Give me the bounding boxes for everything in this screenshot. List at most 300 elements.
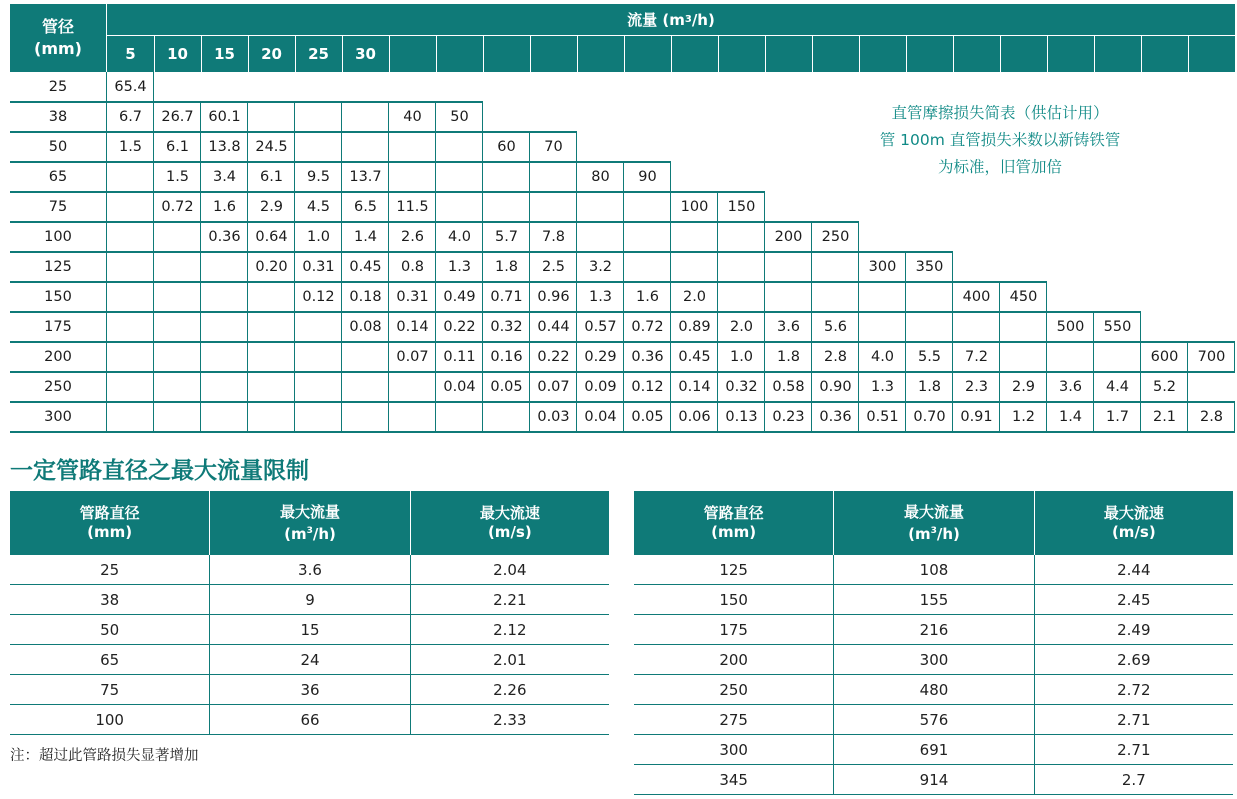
max-velocity-cell: 2.44: [1034, 555, 1233, 585]
header-unit: (m/s): [487, 523, 532, 541]
value-cell: 0.05: [490, 379, 523, 395]
flow-column-label: 15: [214, 44, 235, 63]
col-line: [153, 312, 154, 342]
table-row: [10, 645, 609, 675]
flow-header: [107, 4, 1235, 35]
col-line: [952, 312, 953, 342]
value-cell: 3.4: [212, 169, 237, 185]
value-cell: 3.2: [588, 259, 613, 275]
diameter-cell: 150: [634, 585, 834, 615]
header-vline: [389, 35, 390, 72]
col-line: [153, 402, 154, 432]
value-cell: 0.03: [537, 409, 570, 425]
value-cell: 13.7: [349, 169, 382, 185]
value-cell: 1.6: [635, 289, 660, 305]
value-cell: 2.1: [1152, 409, 1177, 425]
value-cell: 600: [1150, 349, 1179, 365]
value-cell: 2.0: [729, 319, 754, 335]
value-cell: 0.09: [584, 379, 617, 395]
max-velocity-cell: 2.49: [1034, 615, 1233, 645]
max-velocity-cell: 2.21: [410, 585, 609, 615]
value-cell: 6.5: [353, 199, 378, 215]
diameter-cell: 75: [10, 675, 210, 705]
diameter-cell: 200: [44, 349, 72, 365]
max-flow-cell: 216: [834, 615, 1034, 645]
max-flow-table-right: [634, 491, 1233, 795]
value-cell: 1.5: [165, 169, 190, 185]
header-unit: (mm): [87, 523, 133, 541]
col-line: [811, 252, 812, 282]
value-cell: 0.07: [396, 349, 429, 365]
diameter-cell: 250: [44, 379, 72, 395]
value-cell: 0.22: [443, 319, 476, 335]
col-line: [858, 282, 859, 312]
header-vline: [1141, 35, 1142, 72]
value-cell: 550: [1103, 319, 1132, 335]
value-cell: 3.6: [1058, 379, 1083, 395]
unit-prefix: (m: [284, 524, 307, 543]
col-line: [294, 342, 295, 372]
table-row: [10, 555, 609, 585]
value-cell: 1.3: [870, 379, 895, 395]
max-velocity-cell: 2.45: [1034, 585, 1233, 615]
value-cell: 2.6: [400, 229, 425, 245]
value-cell: 0.20: [255, 259, 288, 275]
table-row: [10, 705, 609, 735]
value-cell: 0.05: [631, 409, 664, 425]
col-line: [106, 252, 107, 282]
header-unit: (m/s): [1111, 523, 1156, 541]
col-line: [153, 222, 154, 252]
value-cell: 0.89: [678, 319, 711, 335]
value-cell: 1.4: [353, 229, 378, 245]
col-line: [247, 402, 248, 432]
header-unit: [210, 522, 409, 544]
header-vline: [436, 35, 437, 72]
max-flow-cell: 480: [834, 675, 1034, 705]
col-line: [388, 402, 389, 432]
value-cell: 0.44: [537, 319, 570, 335]
header-unit: [834, 522, 1033, 544]
value-cell: 0.23: [772, 409, 805, 425]
max-velocity-cell: 2.26: [410, 675, 609, 705]
value-cell: 1.0: [306, 229, 331, 245]
max-flow-cell: 155: [834, 585, 1034, 615]
value-cell: 1.0: [729, 349, 754, 365]
value-cell: 1.3: [447, 259, 472, 275]
value-cell: 2.9: [259, 199, 284, 215]
unit-sup: 3: [306, 525, 313, 536]
col-line: [200, 372, 201, 402]
header-vline: [530, 35, 531, 72]
header-vline: [1000, 35, 1001, 72]
max-velocity-cell: 2.69: [1034, 645, 1233, 675]
col-line: [153, 372, 154, 402]
diameter-cell: 125: [634, 555, 834, 585]
header-vline: [765, 35, 766, 72]
max-flow-cell: 66: [210, 705, 410, 735]
value-cell: 0.31: [302, 259, 335, 275]
col-line: [153, 342, 154, 372]
max-flow-cell: 300: [834, 645, 1034, 675]
value-cell: 0.22: [537, 349, 570, 365]
value-cell: 0.58: [772, 379, 805, 395]
col-line: [999, 312, 1000, 342]
table-header-row: [634, 491, 1233, 555]
value-cell: 350: [915, 259, 944, 275]
col-line: [435, 132, 436, 162]
table-row: [10, 585, 609, 615]
diameter-cell: 100: [44, 229, 72, 245]
col-line: [294, 402, 295, 432]
header-vline: [577, 35, 578, 72]
value-cell: 0.72: [161, 199, 194, 215]
col-line: [764, 282, 765, 312]
table-row: [10, 615, 609, 645]
header-vline: [906, 35, 907, 72]
col-line: [717, 222, 718, 252]
value-cell: 0.8: [400, 259, 425, 275]
header-vline: [812, 35, 813, 72]
flow-column-label: 25: [308, 44, 329, 63]
diameter-cell: 25: [10, 555, 210, 585]
value-cell: 400: [962, 289, 991, 305]
value-cell: 450: [1009, 289, 1038, 305]
friction-note: [820, 100, 1180, 181]
value-cell: 0.31: [396, 289, 429, 305]
value-cell: 0.12: [302, 289, 335, 305]
value-cell: 2.8: [1199, 409, 1224, 425]
header-text: 管路直径: [79, 504, 140, 522]
value-cell: 0.57: [584, 319, 617, 335]
value-cell: 0.06: [678, 409, 711, 425]
unit-prefix: (m: [908, 524, 931, 543]
header-text: 最大流速: [1103, 504, 1164, 522]
col-line: [294, 102, 295, 132]
value-cell: 7.2: [964, 349, 989, 365]
value-cell: 2.3: [964, 379, 989, 395]
col-flow-header: [210, 491, 410, 555]
value-cell: 6.7: [118, 109, 143, 125]
max-flow-cell: 108: [834, 555, 1034, 585]
value-cell: 300: [868, 259, 897, 275]
value-cell: 0.91: [960, 409, 993, 425]
table-row: [634, 735, 1233, 765]
col-line: [341, 402, 342, 432]
col-line: [717, 252, 718, 282]
value-cell: 5.5: [917, 349, 942, 365]
flow-column-label: 5: [125, 44, 136, 63]
col-line: [576, 192, 577, 222]
value-cell: 2.5: [541, 259, 566, 275]
col-line: [247, 312, 248, 342]
value-cell: 1.8: [776, 349, 801, 365]
header-text: 最大流速: [479, 504, 540, 522]
value-cell: 0.14: [678, 379, 711, 395]
col-line: [529, 192, 530, 222]
value-cell: 4.0: [447, 229, 472, 245]
value-cell: 6.1: [259, 169, 284, 185]
value-cell: 1.2: [1011, 409, 1036, 425]
header-vline: [718, 35, 719, 72]
value-cell: 1.5: [118, 139, 143, 155]
value-cell: 700: [1197, 349, 1226, 365]
diameter-cell: 50: [10, 615, 210, 645]
value-cell: 26.7: [161, 109, 194, 125]
value-cell: 6.1: [165, 139, 190, 155]
value-cell: 3.6: [776, 319, 801, 335]
col-line: [623, 222, 624, 252]
value-cell: 0.32: [725, 379, 758, 395]
diameter-cell: 300: [44, 409, 72, 425]
value-cell: 0.04: [443, 379, 476, 395]
flow-header-sup: 3: [684, 14, 692, 25]
max-velocity-cell: 2.71: [1034, 735, 1233, 765]
value-cell: 2.9: [1011, 379, 1036, 395]
table-row: [634, 585, 1233, 615]
col-line: [341, 132, 342, 162]
col-line: [482, 162, 483, 192]
value-cell: 0.07: [537, 379, 570, 395]
value-cell: 4.0: [870, 349, 895, 365]
max-flow-cell: 36: [210, 675, 410, 705]
diameter-cell: 75: [48, 199, 68, 215]
value-cell: 5.6: [823, 319, 848, 335]
value-cell: 0.90: [819, 379, 852, 395]
value-cell: 60: [497, 139, 516, 155]
table-row: [634, 765, 1233, 795]
flow-column-label: 10: [167, 44, 188, 63]
section-title: 一定管路直径之最大流量限制: [10, 458, 309, 484]
header-vline: [859, 35, 860, 72]
max-flow-cell: 691: [834, 735, 1034, 765]
value-cell: 1.6: [212, 199, 237, 215]
value-cell: 80: [591, 169, 610, 185]
value-cell: 0.13: [725, 409, 758, 425]
value-cell: 7.8: [541, 229, 566, 245]
diameter-cell: 100: [10, 705, 210, 735]
header-vline: [1047, 35, 1048, 72]
col-velocity-header: [1034, 491, 1233, 555]
col-line: [1093, 342, 1094, 372]
col-diameter-header: [10, 491, 210, 555]
col-line: [153, 252, 154, 282]
col-line: [1046, 342, 1047, 372]
col-line: [106, 312, 107, 342]
diameter-cell: 250: [634, 675, 834, 705]
diameter-cell: 125: [44, 259, 72, 275]
max-flow-cell: 3.6: [210, 555, 410, 585]
value-cell: 0.72: [631, 319, 664, 335]
header-vline: [671, 35, 672, 72]
value-cell: 90: [638, 169, 657, 185]
max-velocity-cell: 2.7: [1034, 765, 1233, 795]
value-cell: 5.7: [494, 229, 519, 245]
diameter-cell: 300: [634, 735, 834, 765]
flow-column-label: 20: [261, 44, 282, 63]
value-cell: 0.18: [349, 289, 382, 305]
col-line: [200, 252, 201, 282]
col-line: [106, 342, 107, 372]
diameter-cell: 50: [48, 139, 68, 155]
value-cell: 1.8: [917, 379, 942, 395]
value-cell: 2.8: [823, 349, 848, 365]
diameter-cell: 345: [634, 765, 834, 795]
col-line: [200, 282, 201, 312]
unit-suffix: /h): [312, 524, 336, 543]
value-cell: 1.8: [494, 259, 519, 275]
value-cell: 0.64: [255, 229, 288, 245]
table-row: [634, 705, 1233, 735]
diameter-cell: 200: [634, 645, 834, 675]
value-cell: 500: [1056, 319, 1085, 335]
col-line: [153, 282, 154, 312]
max-velocity-cell: 2.01: [410, 645, 609, 675]
table-row: [634, 555, 1233, 585]
value-cell: 0.36: [631, 349, 664, 365]
header-vline: [1094, 35, 1095, 72]
table-row: [634, 675, 1233, 705]
value-cell: 40: [403, 109, 422, 125]
diameter-header: [10, 4, 106, 72]
value-cell: 60.1: [208, 109, 241, 125]
value-cell: 0.36: [208, 229, 241, 245]
footnote: 注：超过此管路损失显著增加: [10, 748, 199, 764]
value-cell: 70: [544, 139, 563, 155]
value-cell: 65.4: [114, 79, 147, 95]
value-cell: 11.5: [396, 199, 429, 215]
header-text: 管路直径: [703, 504, 764, 522]
value-cell: 0.12: [631, 379, 664, 395]
col-line: [623, 192, 624, 222]
max-flow-cell: 914: [834, 765, 1034, 795]
note-line-1: 直管摩擦损失简表（供估计用）: [891, 104, 1109, 122]
col-line: [435, 162, 436, 192]
max-flow-cell: 9: [210, 585, 410, 615]
col-line: [435, 402, 436, 432]
table-row: [634, 645, 1233, 675]
col-line: [341, 102, 342, 132]
col-velocity-header: [410, 491, 609, 555]
max-velocity-cell: 2.12: [410, 615, 609, 645]
diameter-cell: 38: [10, 585, 210, 615]
col-line: [247, 342, 248, 372]
col-line: [106, 372, 107, 402]
value-cell: 24.5: [255, 139, 288, 155]
value-cell: 1.3: [588, 289, 613, 305]
col-line: [106, 402, 107, 432]
header-vline: [1188, 35, 1189, 72]
value-cell: 0.51: [866, 409, 899, 425]
value-cell: 13.8: [208, 139, 241, 155]
header-vline: [953, 35, 954, 72]
value-cell: 0.08: [349, 319, 382, 335]
value-cell: 9.5: [306, 169, 331, 185]
col-line: [529, 162, 530, 192]
note-line-2: 管 100m 直管损失米数以新铸铁管: [879, 131, 1121, 149]
value-cell: 2.0: [682, 289, 707, 305]
value-cell: 150: [727, 199, 756, 215]
value-cell: 0.32: [490, 319, 523, 335]
col-line: [670, 222, 671, 252]
value-cell: 100: [680, 199, 709, 215]
value-cell: 0.29: [584, 349, 617, 365]
value-cell: 50: [450, 109, 469, 125]
col-line: [106, 282, 107, 312]
value-cell: 0.71: [490, 289, 523, 305]
flow-header-prefix: 流量 (m: [627, 11, 685, 29]
col-line: [341, 372, 342, 402]
col-line: [200, 312, 201, 342]
col-line: [294, 312, 295, 342]
value-cell: 0.16: [490, 349, 523, 365]
col-line: [106, 222, 107, 252]
col-line: [388, 372, 389, 402]
header-text: 最大流量: [279, 502, 340, 521]
value-cell: 4.4: [1105, 379, 1130, 395]
diameter-cell: 175: [634, 615, 834, 645]
value-cell: 4.5: [306, 199, 331, 215]
diameter-cell: 65: [48, 169, 68, 185]
value-cell: 0.11: [443, 349, 476, 365]
value-cell: 0.70: [913, 409, 946, 425]
diameter-header-unit: (mm): [34, 39, 82, 58]
value-cell: 0.14: [396, 319, 429, 335]
col-line: [482, 402, 483, 432]
header-text: 最大流量: [903, 502, 964, 521]
diameter-cell: 38: [48, 109, 68, 125]
diameter-cell: 150: [44, 289, 72, 305]
col-line: [106, 192, 107, 222]
col-line: [482, 192, 483, 222]
flow-header-suffix: /h): [691, 10, 715, 29]
diameter-cell: 175: [44, 319, 72, 335]
value-cell: 200: [774, 229, 803, 245]
value-cell: 5.2: [1152, 379, 1177, 395]
max-velocity-cell: 2.71: [1034, 705, 1233, 735]
unit-suffix: /h): [936, 524, 960, 543]
diameter-cell: 275: [634, 705, 834, 735]
note-line-3: 为标准，旧管加倍: [937, 158, 1062, 176]
col-line: [811, 282, 812, 312]
header-vline: [624, 35, 625, 72]
flow-column-label: 30: [355, 44, 376, 63]
max-velocity-cell: 2.33: [410, 705, 609, 735]
col-flow-header: [834, 491, 1034, 555]
col-line: [294, 372, 295, 402]
value-cell: 0.45: [678, 349, 711, 365]
table-row: [634, 615, 1233, 645]
col-line: [388, 132, 389, 162]
diameter-cell: 65: [10, 645, 210, 675]
col-line: [670, 252, 671, 282]
diameter-header-label: 管径: [41, 17, 74, 36]
max-velocity-cell: 2.72: [1034, 675, 1233, 705]
col-line: [247, 282, 248, 312]
col-line: [247, 372, 248, 402]
diameter-cell: 25: [48, 79, 68, 95]
col-line: [905, 282, 906, 312]
unit-sup: 3: [930, 525, 937, 536]
max-velocity-cell: 2.04: [410, 555, 609, 585]
value-cell: 0.45: [349, 259, 382, 275]
table-row: [10, 675, 609, 705]
col-line: [200, 342, 201, 372]
value-cell: 0.49: [443, 289, 476, 305]
value-cell: 0.96: [537, 289, 570, 305]
value-cell: 250: [821, 229, 850, 245]
col-line: [341, 342, 342, 372]
